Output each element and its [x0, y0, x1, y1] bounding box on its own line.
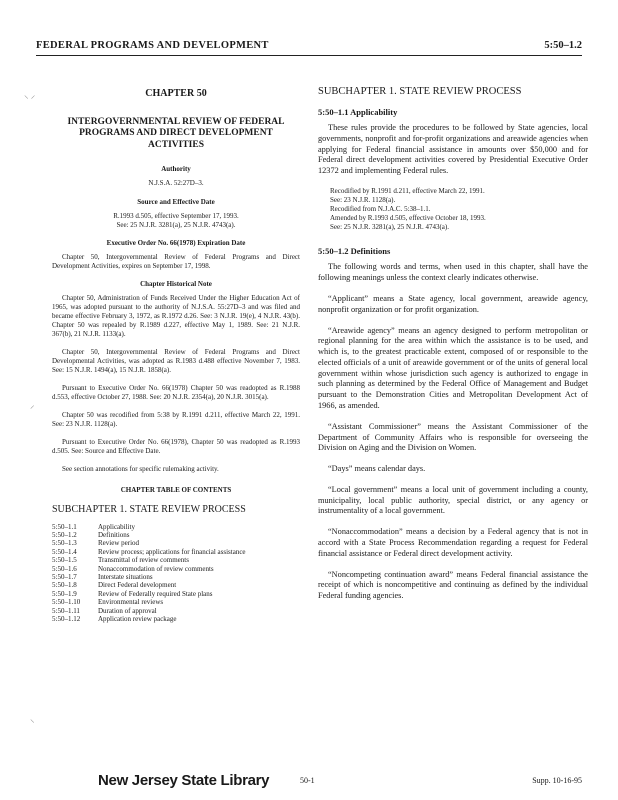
toc-section-number: 5:50–1.1: [52, 522, 77, 531]
toc-section-title: Definitions: [98, 531, 130, 540]
toc-section-title: Duration of approval: [98, 606, 157, 615]
history-line: Recodified by R.1991 d.211, effective March 22, 1991.: [330, 186, 485, 195]
toc-row: [52, 548, 246, 556]
toc-heading: CHAPTER TABLE OF CONTENTS: [120, 485, 232, 494]
history-line: Amended by R.1993 d.505, effective October 18, 1993.: [330, 214, 486, 223]
toc-section-title: Application review package: [98, 614, 177, 623]
toc-row: [52, 615, 246, 623]
subchapter-heading: SUBCHAPTER 1. STATE REVIEW PROCESS: [318, 86, 522, 97]
toc-section-title: Nonaccommodation of review comments: [98, 564, 214, 573]
toc-section-title: Direct Federal development: [98, 581, 177, 590]
toc-section-number: 5:50–1.7: [52, 572, 77, 581]
supplement-date: Supp. 10-16-95: [532, 776, 582, 785]
header-rule: [36, 55, 582, 56]
toc-section-title: Interstate situations: [98, 572, 153, 581]
history-paragraph: Chapter 50 was recodified from 5:38 by R.1991 d.211, effective March 22, 1991. See: 23 N.J.R. 1128(a).: [52, 410, 300, 428]
toc-section-title: Environmental reviews: [98, 598, 164, 607]
toc-section-number: 5:50–1.10: [52, 598, 81, 607]
library-stamp: New Jersey State Library: [98, 772, 270, 789]
definition-paragraph: “Nonaccommodation” means a decision by a Federal agency that is not in accord with a State Process Recommendation regarding a request for Federal financial assistance or Federal direct development activity.: [318, 527, 588, 558]
toc-section-number: 5:50–1.5: [52, 556, 77, 565]
toc-section-number: 5:50–1.4: [52, 547, 77, 556]
toc-section-number: 5:50–1.11: [52, 606, 80, 615]
history-line: Recodified from N.J.A.C. 5:38–1.1.: [330, 205, 431, 214]
eo-text: Chapter 50, Intergovernmental Review of Federal Programs and Direct Development Activities, expires on September 17, 1998.: [52, 253, 300, 271]
toc-subchapter: SUBCHAPTER 1. STATE REVIEW PROCESS: [52, 503, 246, 515]
running-header-section: 5:50–1.2: [544, 40, 582, 51]
toc-row: [52, 539, 246, 547]
history-line: See: 23 N.J.R. 1128(a).: [330, 196, 396, 204]
toc-row: [52, 598, 246, 606]
page-number: 50-1: [300, 776, 315, 785]
definition-paragraph: “Assistant Commissioner” means the Assistant Commissioner of the Department of Community Affairs who is responsible for overseeing the Division on Aging and the Division on Women.: [318, 421, 588, 453]
history-paragraph: See section annotations for specific rulemaking activity.: [62, 464, 219, 473]
toc-section-number: 5:50–1.9: [52, 589, 77, 598]
applicability-history: [330, 187, 588, 232]
toc-row: [52, 590, 246, 598]
toc-section-title: Transmittal of review comments: [98, 556, 189, 565]
history-paragraph: Pursuant to Executive Order No. 66(1978) Chapter 50 was readopted as R.1988 d.553, effective October 27, 1988. See: 20 N.J.R. 2354(a), 20 N.J.R. 3015(a).: [52, 383, 300, 401]
source-text: [52, 212, 300, 230]
definition-paragraph: “Days” means calendar days.: [328, 464, 426, 474]
toc-section-number: 5:50–1.12: [52, 614, 81, 623]
margin-mark: ⸜: [30, 714, 35, 724]
toc-row: [52, 607, 246, 615]
toc-row: [52, 573, 246, 581]
toc-section-title: Review period: [98, 539, 140, 548]
definition-paragraph: “Local government” means a local unit of government including a county, municipality, local public authority, special district, or any agency or instrumentality of a local government.: [318, 484, 588, 516]
chapter-title: INTERGOVERNMENTAL REVIEW OF FEDERAL PROGRAMS AND DIRECT DEVELOPMENT ACTIVITIES: [67, 117, 285, 150]
source-date: R.1993 d.505, effective September 17, 1993.: [113, 211, 239, 220]
toc-row: [52, 531, 246, 539]
margin-mark: ⸝: [30, 400, 35, 410]
definition-paragraph: “Areawide agency” means an agency designed to perform metropolitan or regional planning for the area within which the assistance is to be used, and which is, to the greatest practicable extent, composed of or responsible to the elected officials of a unit of areawide government or of the units of general local government within whose jurisdiction such agency is authorized to engage in such planning as determined by the Federal Office of Management and Budget pursuant to the Demonstration Cities and Metropolitan Development Act of 1966, as amended.: [318, 325, 588, 410]
chapter-number: CHAPTER 50: [145, 88, 207, 99]
running-header-title: FEDERAL PROGRAMS AND DEVELOPMENT: [36, 40, 269, 51]
toc-row: [52, 581, 246, 589]
source-heading: Source and Effective Date: [137, 197, 215, 206]
table-of-contents: [52, 523, 246, 624]
toc-section-title: Applicability: [98, 522, 135, 531]
authority-heading: Authority: [161, 165, 191, 174]
history-heading: Chapter Historical Note: [140, 280, 212, 289]
history-paragraph: Chapter 50, Intergovernmental Review of Federal Programs and Direct Developmental Activities, was adopted as R.1983 d.488 effective November 7, 1983. See: 15 N.J.R. 1494(a), 15 N.J.R. 1858(a).: [52, 348, 300, 374]
toc-section-title: Review of Federally required State plans: [98, 589, 213, 598]
toc-section-number: 5:50–1.3: [52, 539, 77, 548]
left-column: [52, 86, 300, 623]
definition-paragraph: The following words and terms, when used in this chapter, shall have the following meanings unless the context clearly indicates otherwise.: [318, 262, 588, 283]
eo-heading: Executive Order No. 66(1978) Expiration Date: [106, 239, 246, 248]
section-heading-definitions: 5:50–1.2 Definitions: [318, 246, 391, 257]
definition-paragraph: “Noncompeting continuation award” means Federal financial assistance the receipt of which is noncompetitive and continuing as defined by the individual Federal funding agencies.: [318, 569, 588, 601]
definition-paragraph: “Applicant” means a State agency, local government, areawide agency, nonprofit organization or for profit organization.: [318, 293, 588, 314]
history-paragraph: Pursuant to Executive Order No. 66(1978), Chapter 50 was readopted as R.1993 d.505. See: Source and Effective Date.: [52, 437, 300, 455]
toc-row: [52, 565, 246, 573]
history-paragraph: Chapter 50, Administration of Funds Received Under the Higher Education Act of 1965, was adopted pursuant to the authority of N.J.S.A. 55:27D–3 and was filed and became effective February 3, 1972, as R.1972 d.26. See: 3 N.J.R. 19(e), 4 N.J.R. 43(b). Chapter 50 was repealed by R.1989 d.227, effective May 1, 1989. See: 21 N.J.R. 367(b), 21 N.J.R. 1133(a).: [52, 294, 300, 339]
source-see: See: 25 N.J.R. 3281(a), 25 N.J.R. 4743(a).: [116, 220, 236, 229]
right-column: [318, 86, 588, 612]
toc-row: [52, 556, 246, 564]
margin-mark: ⸜ ⸝: [24, 90, 36, 100]
toc-section-number: 5:50–1.6: [52, 564, 77, 573]
toc-section-number: 5:50–1.2: [52, 531, 77, 540]
authority-text: N.J.S.A. 52:27D–3.: [148, 179, 204, 188]
toc-section-number: 5:50–1.8: [52, 581, 77, 590]
history-line: See: 25 N.J.R. 3281(a), 25 N.J.R. 4743(a).: [330, 223, 449, 232]
section-heading-applicability: 5:50–1.1 Applicability: [318, 107, 398, 117]
applicability-text: These rules provide the procedures to be followed by State agencies, local governments, nonprofit and for-profit organizations and areawide agencies when applying for Federal financial assistance in amounts over $50,000 and for Federal direct development activities covered by Presidential Executive Order 12372 and implementing Federal rules.: [318, 123, 588, 176]
toc-section-title: Review process; applications for financial assistance: [98, 547, 246, 556]
toc-row: [52, 523, 246, 531]
